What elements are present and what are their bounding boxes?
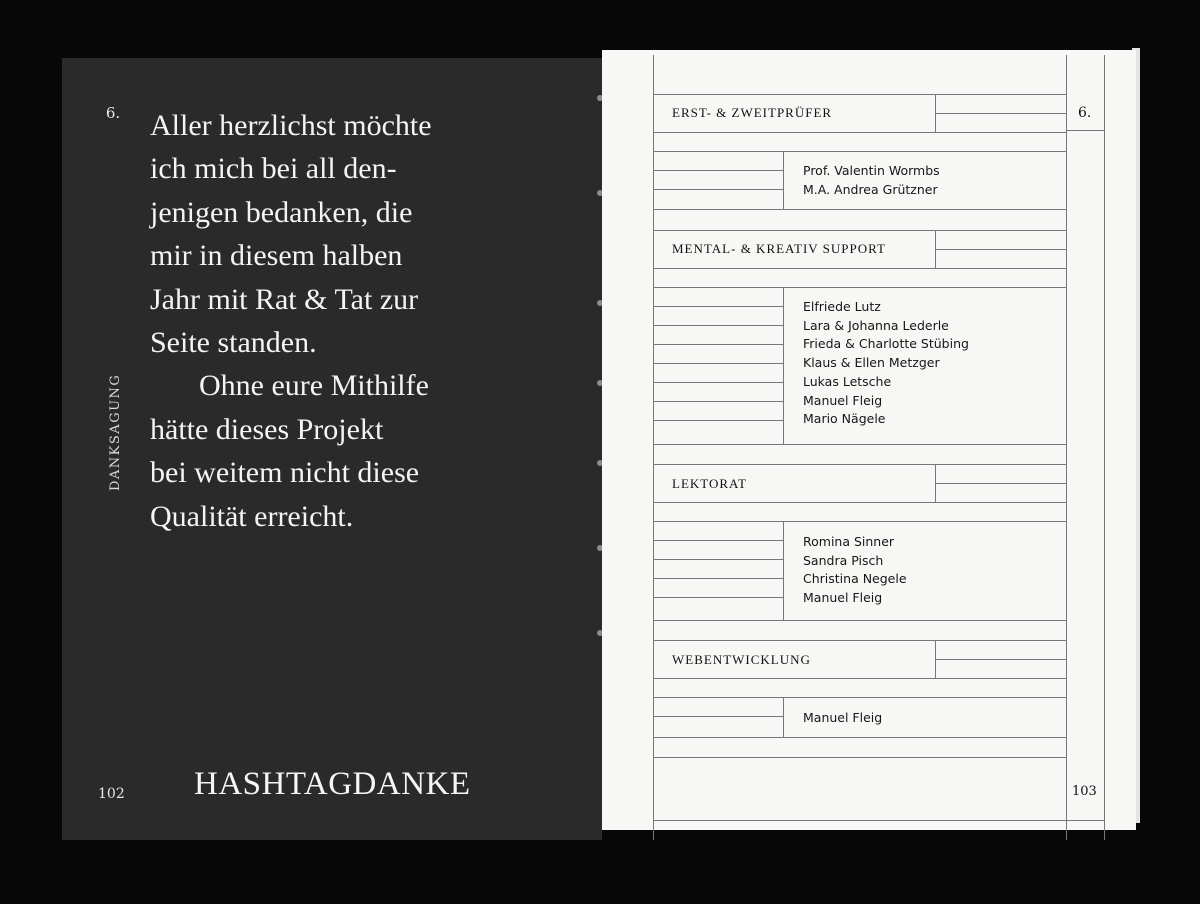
text-line: Aller herzlichst möchte [150, 109, 432, 142]
text-line: Qualität erreicht. [150, 499, 354, 533]
name-item: Sandra Pisch [803, 552, 884, 568]
text-line: ich mich bei all den- [150, 152, 397, 186]
text-line: Jahr mit Rat & Tat zur [150, 282, 419, 316]
text-line: Ohne eure Mithilfe [199, 369, 429, 403]
name-item: M.A. Andrea Grützner [803, 181, 938, 197]
paragraph-1 [150, 104, 550, 364]
name-item: Lara & Johanna Lederle [803, 317, 949, 333]
name-item: Mario Nägele [803, 411, 886, 427]
text-line: bei weitem nicht diese [150, 456, 420, 490]
text-line: jenigen bedanken, die [150, 195, 413, 229]
section-title-lektorat: LEKTORAT [672, 476, 747, 491]
name-item: Lukas Letsche [803, 373, 892, 389]
paragraph-2 [150, 364, 550, 538]
text-line: hätte dieses Projekt [150, 412, 384, 446]
text-line: Seite standen. [150, 326, 317, 360]
names-list-lektorat [803, 533, 907, 608]
chapter-number: 6. [1078, 105, 1092, 121]
name-item: Christina Negele [803, 571, 907, 587]
section-title-support: MENTAL- & KREATIV SUPPORT [672, 241, 886, 256]
chapter-number: 6. [105, 104, 121, 122]
right-page-number: 103 [1072, 784, 1097, 799]
section-title-pruefer: ERST- & ZWEITPRÜFER [672, 105, 833, 120]
names-list-pruefer [803, 162, 940, 199]
text-line: mir in diesem halben [150, 239, 403, 273]
name-item: Frieda & Charlotte Stübing [803, 336, 969, 352]
name-item: Romina Sinner [803, 534, 895, 549]
name-item: Manuel Fleig [803, 392, 883, 408]
side-section-label: DANKSAGUNG [108, 373, 123, 491]
names-list-support [803, 298, 969, 429]
name-item: Manuel Fleig [803, 590, 883, 606]
name-item: Elfriede Lutz [803, 299, 881, 314]
name-item: Manuel Fleig [803, 710, 883, 725]
name-item: Klaus & Ellen Metzger [803, 355, 940, 371]
footer-title: HASHTAGDANKE [194, 766, 471, 802]
section-title-webentwicklung: WEBENTWICKLUNG [672, 652, 811, 667]
names-list-webentwicklung [803, 709, 882, 728]
name-item: Prof. Valentin Wormbs [803, 163, 940, 178]
thank-you-text [150, 104, 550, 538]
left-page-number: 102 [98, 786, 125, 802]
